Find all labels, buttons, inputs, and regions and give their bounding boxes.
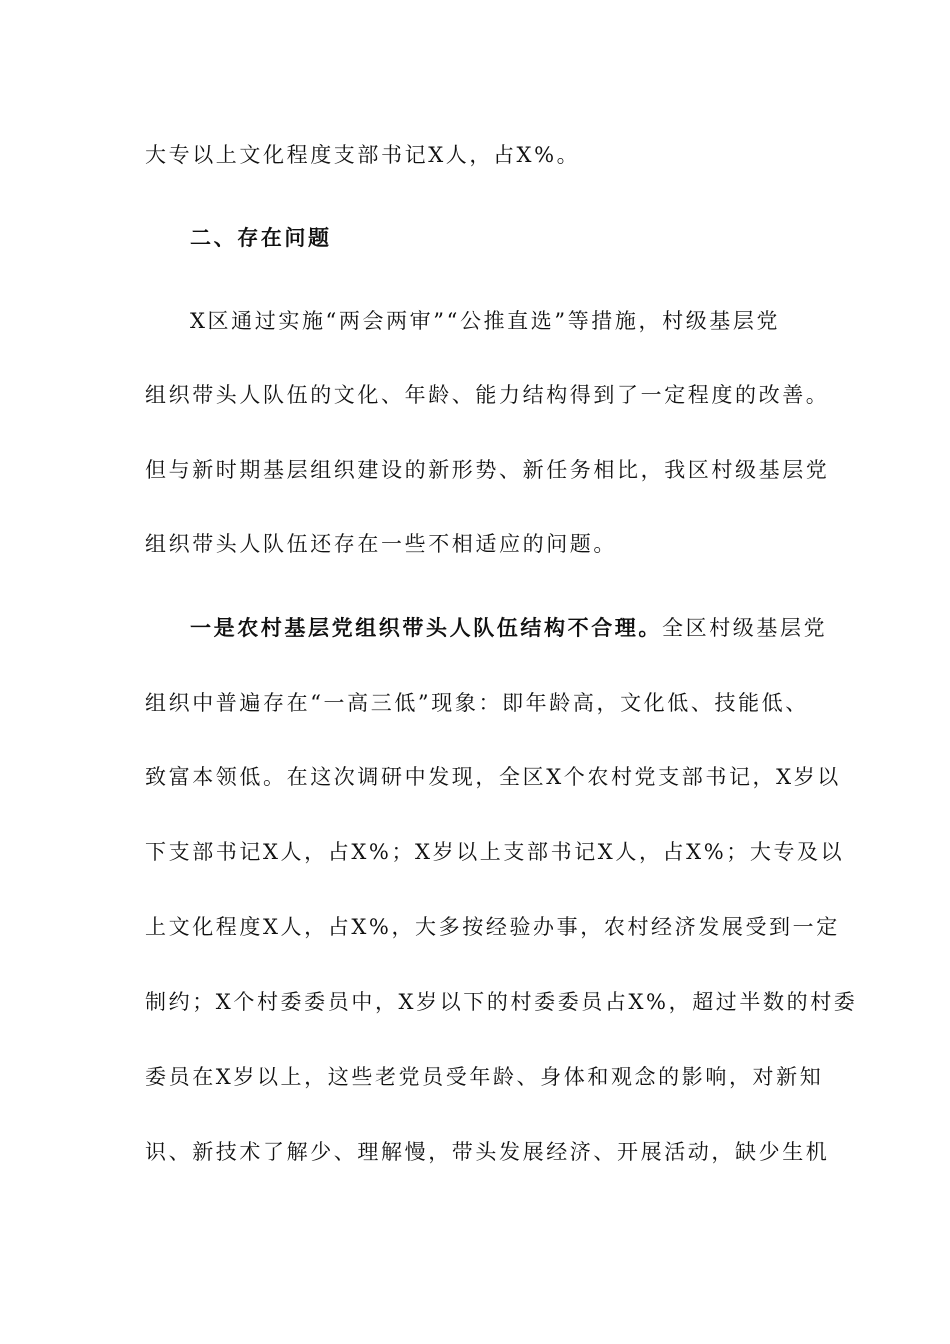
paragraph-start — [190, 613, 827, 643]
text-line: 但与新时期基层组织建设的新形势、新任务相比，我区村级基层党 — [145, 458, 830, 482]
text-line: 大专以上文化程度支部书记X人，占X%。 — [145, 143, 581, 167]
text-line: 委员在X岁以上，这些老党员受年龄、身体和观念的影响，对新知 — [145, 1065, 824, 1089]
bold-lead-sentence: 一是农村基层党组织带头人队伍结构不合理。 — [190, 615, 662, 640]
text-line: 上文化程度X人，占X%，大多按经验办事，农村经济发展受到一定 — [145, 915, 840, 939]
text-line: 组织带头人队伍的文化、年龄、能力结构得到了一定程度的改善。 — [145, 383, 830, 407]
text-line: X区通过实施“两会两审”“公推直选”等措施，村级基层党 — [190, 309, 781, 333]
text-line: 组织中普遍存在“一高三低”现象：即年龄高，文化低、技能低、 — [145, 691, 809, 715]
text-line: 组织带头人队伍还存在一些不相适应的问题。 — [145, 532, 617, 556]
section-heading: 二、存在问题 — [190, 225, 332, 250]
text-line: 识、新技术了解少、理解慢，带头发展经济、开展活动，缺少生机 — [145, 1140, 830, 1164]
text-run: 全区村级基层党 — [662, 616, 828, 640]
text-line: 下支部书记X人，占X%；X岁以上支部书记X人，占X%；大专及以 — [145, 840, 845, 864]
text-line: 制约；X个村委委员中，X岁以下的村委委员占X%，超过半数的村委 — [145, 990, 858, 1014]
text-line: 致富本领低。在这次调研中发现，全区X个农村党支部书记，X岁以 — [145, 765, 841, 789]
